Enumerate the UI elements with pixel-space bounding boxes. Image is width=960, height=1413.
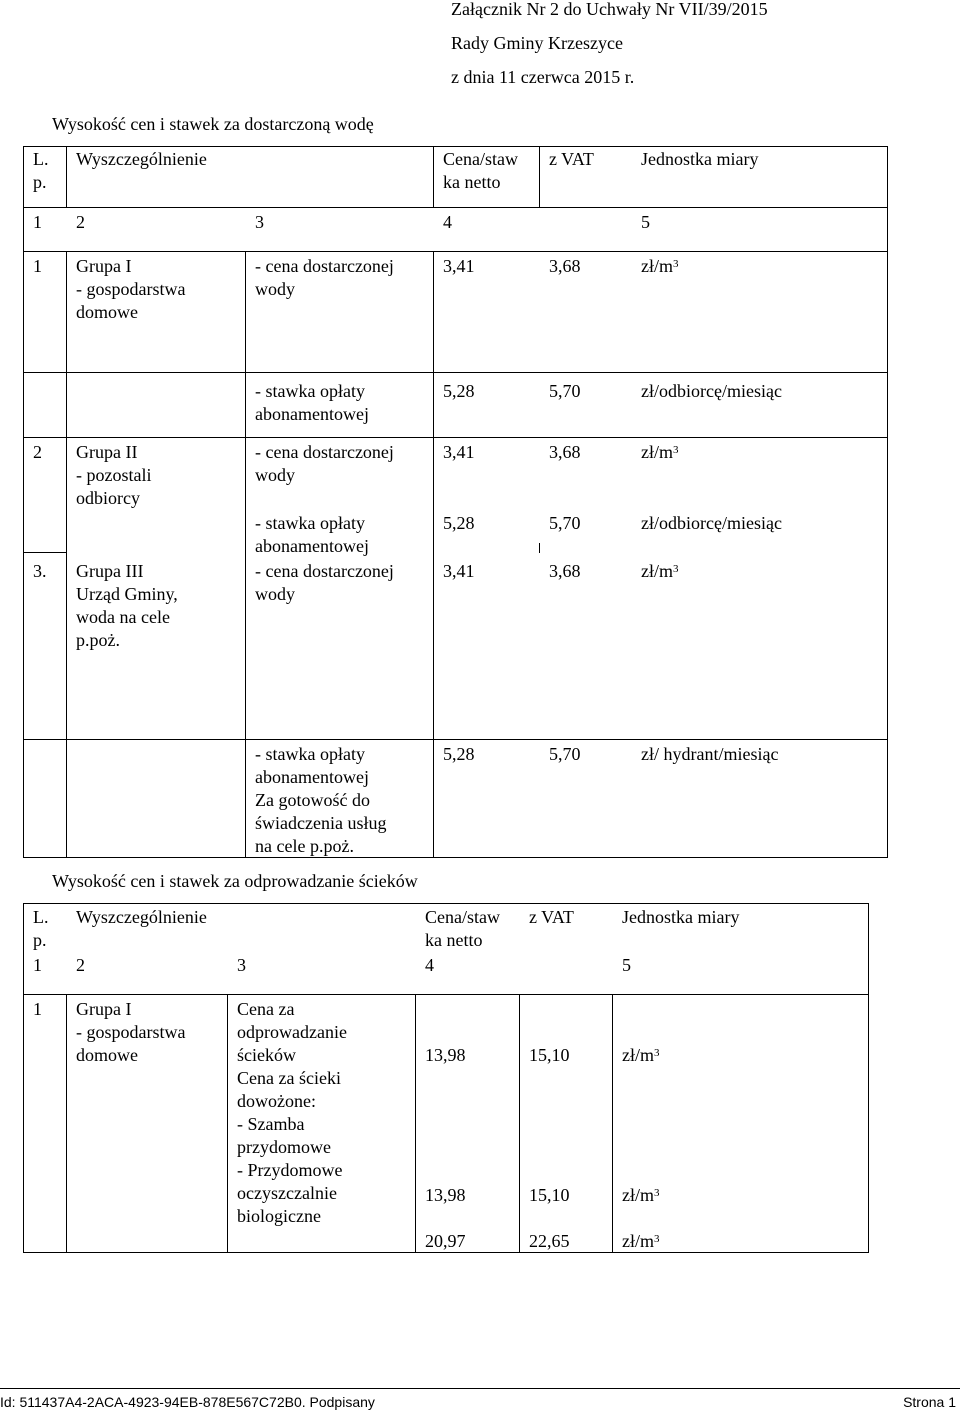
unit-sup: 3 — [673, 258, 679, 270]
item-description: odprowadzanie — [237, 1022, 347, 1042]
item-description: abonamentowej — [255, 767, 369, 787]
item-description: dowożone: — [237, 1091, 316, 1111]
item-description: przydomowe — [237, 1137, 331, 1157]
item-description: - stawka opłaty — [255, 513, 365, 533]
row-group: woda na cele — [76, 607, 170, 627]
col-number: 3 — [255, 212, 264, 232]
item-description: - Szamba — [237, 1114, 305, 1134]
unit-sup: 3 — [673, 444, 679, 456]
item-description: oczyszczalnie — [237, 1183, 337, 1203]
unit-sup: 3 — [654, 1187, 660, 1199]
col-description-header: Wyszczególnienie — [76, 907, 207, 927]
col-number: 1 — [33, 212, 42, 232]
col-net-price-header-2: ka netto — [443, 172, 501, 192]
sewage-section-title: Wysokość cen i stawek za odprowadzanie ścieków — [52, 871, 418, 891]
col-number: 5 — [622, 955, 631, 975]
unit: zł/ hydrant/miesiąc — [641, 744, 779, 764]
net-price: 13,98 — [425, 1185, 466, 1205]
net-price: 20,97 — [425, 1231, 466, 1251]
net-price: 3,41 — [443, 561, 475, 581]
col-vat-header: z VAT — [549, 149, 594, 169]
unit-text: zł/m — [622, 1185, 654, 1205]
item-description: - stawka opłaty — [255, 744, 365, 764]
item-description: - stawka opłaty — [255, 381, 365, 401]
item-description: ścieków — [237, 1045, 296, 1065]
col-unit-header: Jednostka miary — [622, 907, 740, 927]
col-net-price-header-2: ka netto — [425, 930, 483, 950]
net-price: 5,28 — [443, 744, 475, 764]
col-lp-label: L. — [33, 907, 49, 927]
item-description: abonamentowej — [255, 536, 369, 556]
item-description: - cena dostarczonej — [255, 256, 394, 276]
footer-document-id: Id: 511437A4-2ACA-4923-94EB-878E567C72B0. Podpisany — [0, 1394, 375, 1410]
water-section-title: Wysokość cen i stawek za dostarczoną wodę — [52, 114, 374, 134]
net-price: 13,98 — [425, 1045, 466, 1065]
col-lp-label: L. — [33, 149, 49, 169]
net-price: 5,28 — [443, 513, 475, 533]
item-description: - cena dostarczonej — [255, 442, 394, 462]
gross-price: 3,68 — [549, 442, 581, 462]
col-number: 4 — [425, 955, 434, 975]
unit — [622, 1230, 660, 1253]
row-group: Urząd Gminy, — [76, 584, 178, 604]
col-net-price-header: Cena/staw — [425, 907, 500, 927]
unit — [622, 1184, 660, 1207]
row-group: domowe — [76, 302, 138, 322]
unit-text: zł/m — [641, 442, 673, 462]
item-description: Cena za ścieki — [237, 1068, 341, 1088]
col-vat-header: z VAT — [529, 907, 574, 927]
row-group: domowe — [76, 1045, 138, 1065]
row-group: Grupa II — [76, 442, 138, 462]
col-net-price-header: Cena/staw — [443, 149, 518, 169]
col-unit-header: Jednostka miary — [641, 149, 759, 169]
col-number: 2 — [76, 955, 85, 975]
item-description: na cele p.poż. — [255, 836, 354, 856]
row-group: Grupa I — [76, 256, 132, 276]
item-description: wody — [255, 465, 295, 485]
attachment-date: z dnia 11 czerwca 2015 r. — [451, 67, 635, 87]
footer-divider — [0, 1388, 960, 1389]
unit — [641, 560, 679, 583]
gross-price: 5,70 — [549, 513, 581, 533]
row-lp: 1 — [33, 256, 42, 276]
unit: zł/odbiorcę/miesiąc — [641, 513, 782, 533]
net-price: 5,28 — [443, 381, 475, 401]
col-number: 2 — [76, 212, 85, 232]
row-group: Grupa I — [76, 999, 132, 1019]
footer-page-number: Strona 1 — [903, 1394, 956, 1410]
unit — [622, 1044, 660, 1067]
item-description: abonamentowej — [255, 404, 369, 424]
item-description: Za gotowość do — [255, 790, 370, 810]
row-lp: 1 — [33, 999, 42, 1019]
gross-price: 15,10 — [529, 1185, 570, 1205]
gross-price: 22,65 — [529, 1231, 570, 1251]
unit-sup: 3 — [673, 563, 679, 575]
unit — [641, 441, 679, 464]
unit-text: zł/m — [641, 256, 673, 276]
col-number: 3 — [237, 955, 246, 975]
row-group: - pozostali — [76, 465, 152, 485]
gross-price: 3,68 — [549, 256, 581, 276]
item-description: wody — [255, 279, 295, 299]
net-price: 3,41 — [443, 256, 475, 276]
unit-text: zł/m — [622, 1231, 654, 1251]
unit: zł/odbiorcę/miesiąc — [641, 381, 782, 401]
attachment-council: Rady Gminy Krzeszyce — [451, 33, 623, 53]
col-lp-label-2: p. — [33, 930, 47, 950]
attachment-title: Załącznik Nr 2 do Uchwały Nr VII/39/2015 — [451, 0, 768, 19]
col-description-header: Wyszczególnienie — [76, 149, 207, 169]
col-number: 4 — [443, 212, 452, 232]
row-lp: 2 — [33, 442, 42, 462]
gross-price: 3,68 — [549, 561, 581, 581]
item-description: świadczenia usług — [255, 813, 387, 833]
item-description: Cena za — [237, 999, 295, 1019]
gross-price: 5,70 — [549, 744, 581, 764]
item-description: wody — [255, 584, 295, 604]
row-lp: 3. — [33, 561, 47, 581]
col-lp-label-2: p. — [33, 172, 47, 192]
row-group: - gospodarstwa — [76, 279, 186, 299]
row-group: p.poż. — [76, 630, 120, 650]
unit-text: zł/m — [622, 1045, 654, 1065]
unit-text: zł/m — [641, 561, 673, 581]
item-description: - cena dostarczonej — [255, 561, 394, 581]
gross-price: 15,10 — [529, 1045, 570, 1065]
unit — [641, 255, 679, 278]
unit-sup: 3 — [654, 1047, 660, 1059]
gross-price: 5,70 — [549, 381, 581, 401]
row-group: - gospodarstwa — [76, 1022, 186, 1042]
row-group: Grupa III — [76, 561, 144, 581]
row-group: odbiorcy — [76, 488, 140, 508]
unit-sup: 3 — [654, 1233, 660, 1245]
net-price: 3,41 — [443, 442, 475, 462]
col-number: 5 — [641, 212, 650, 232]
item-description: - Przydomowe — [237, 1160, 343, 1180]
col-number: 1 — [33, 955, 42, 975]
item-description: biologiczne — [237, 1206, 321, 1226]
